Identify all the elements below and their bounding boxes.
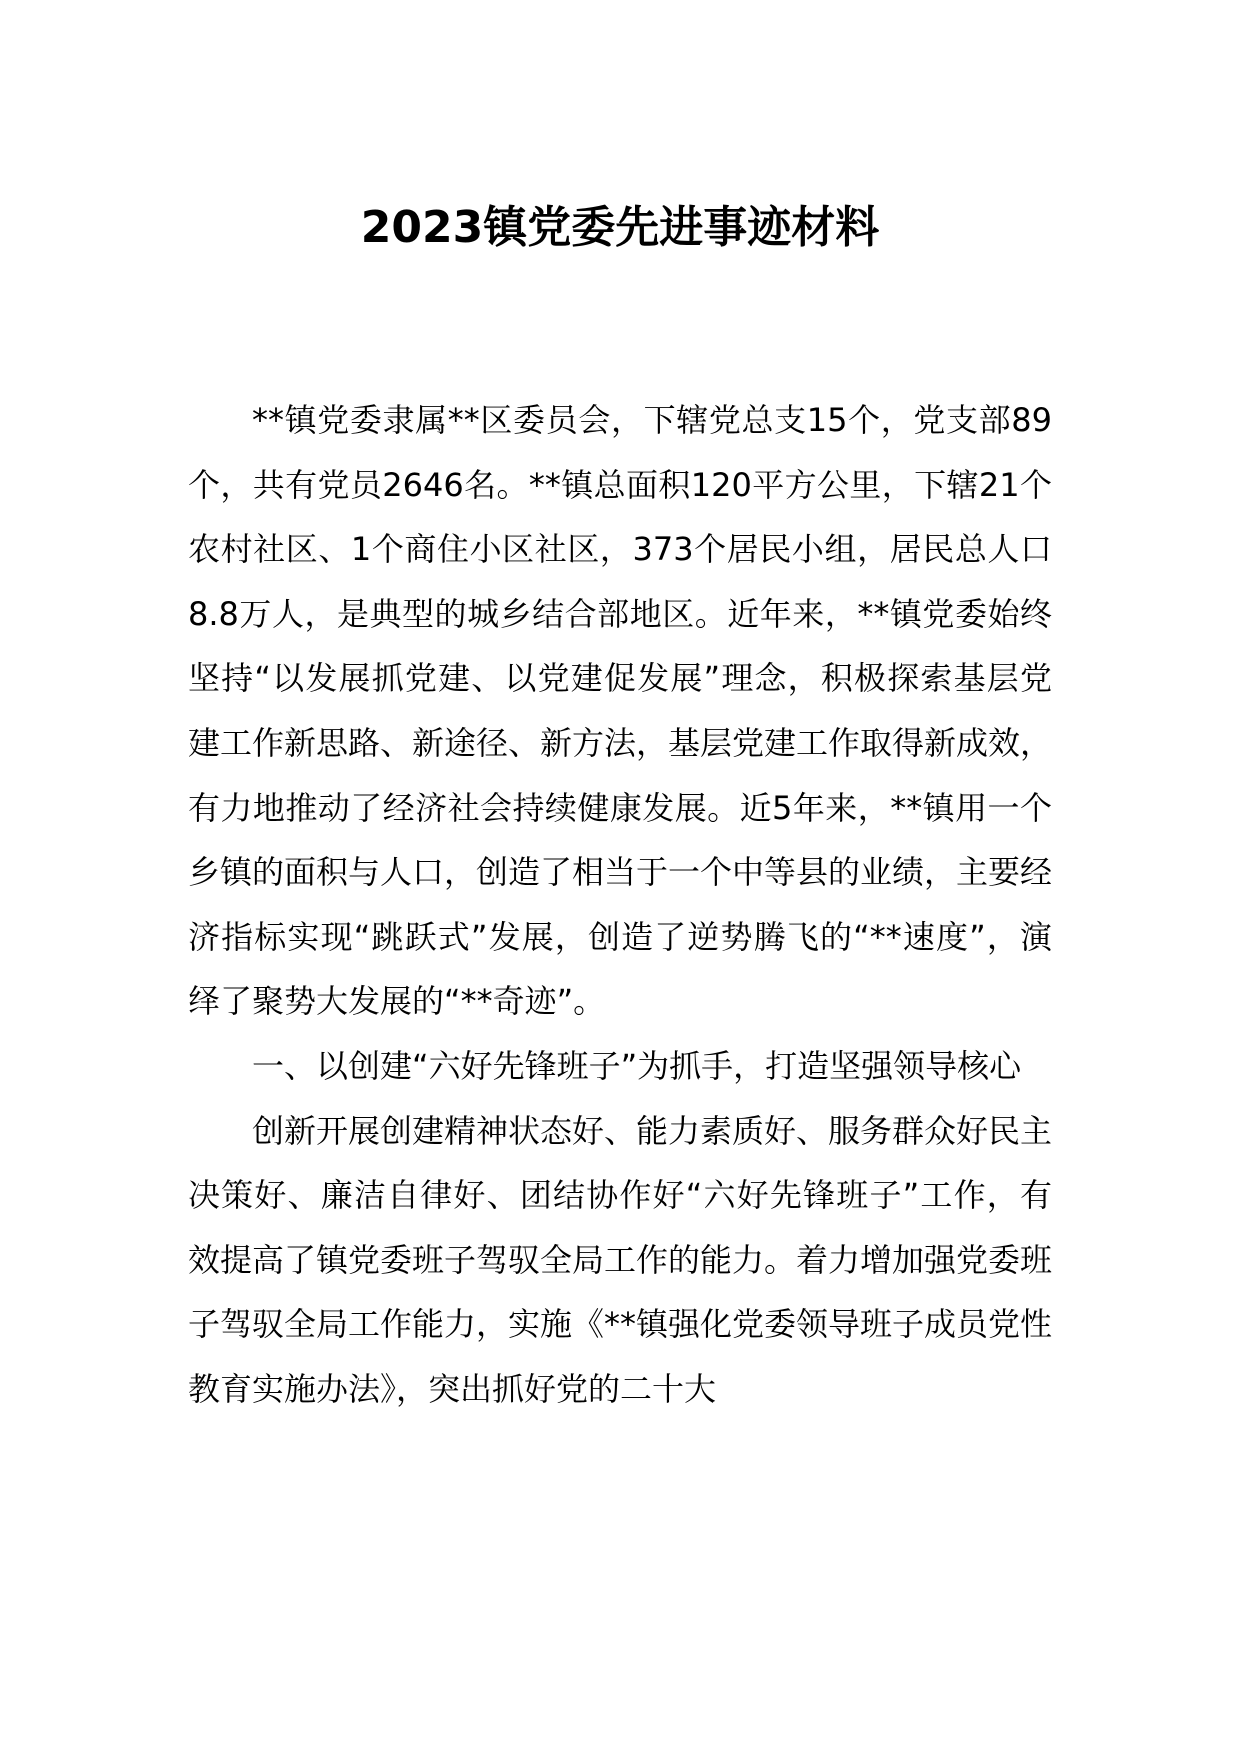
document-body <box>188 388 1052 1422</box>
paragraph-section-1: 创新开展创建精神状态好、能力素质好、服务群众好民主决策好、廉洁自律好、团结协作好“六好先锋班子”工作，有效提高了镇党委班子驾驭全局工作的能力。着力增加强党委班子驾驭全局工作能力，实施《**镇强化党委领导班子成员党性教育实施办法》，突出抓好党的二十大 <box>188 1111 1053 1408</box>
section-heading-1: 一、以创建“六好先锋班子”为抓手，打造坚强领导核心 <box>252 1046 1022 1085</box>
document-title: 2023镇党委先进事迹材料 <box>360 202 880 253</box>
paragraph-intro: **镇党委隶属**区委员会，下辖党总支15个，党支部89个，共有党员2646名。**镇总面积120平方公里，下辖21个农村社区、1个商住小区社区，373个居民小组，居民总人口8.8万人，是典型的城乡结合部地区。近年来，**镇党委始终坚持“以发展抓党建、以党建促发展”理念，积极探索基层党建工作新思路、新途径、新方法，基层党建工作取得新成效，有力地推动了经济社会持续健康发展。近5年来，**镇用一个乡镇的面积与人口，创造了相当于一个中等县的业绩，主要经济指标实现“跳跃式”发展，创造了逆势腾飞的“**速度”，演绎了聚势大发展的“**奇迹”。 <box>188 401 1053 1021</box>
